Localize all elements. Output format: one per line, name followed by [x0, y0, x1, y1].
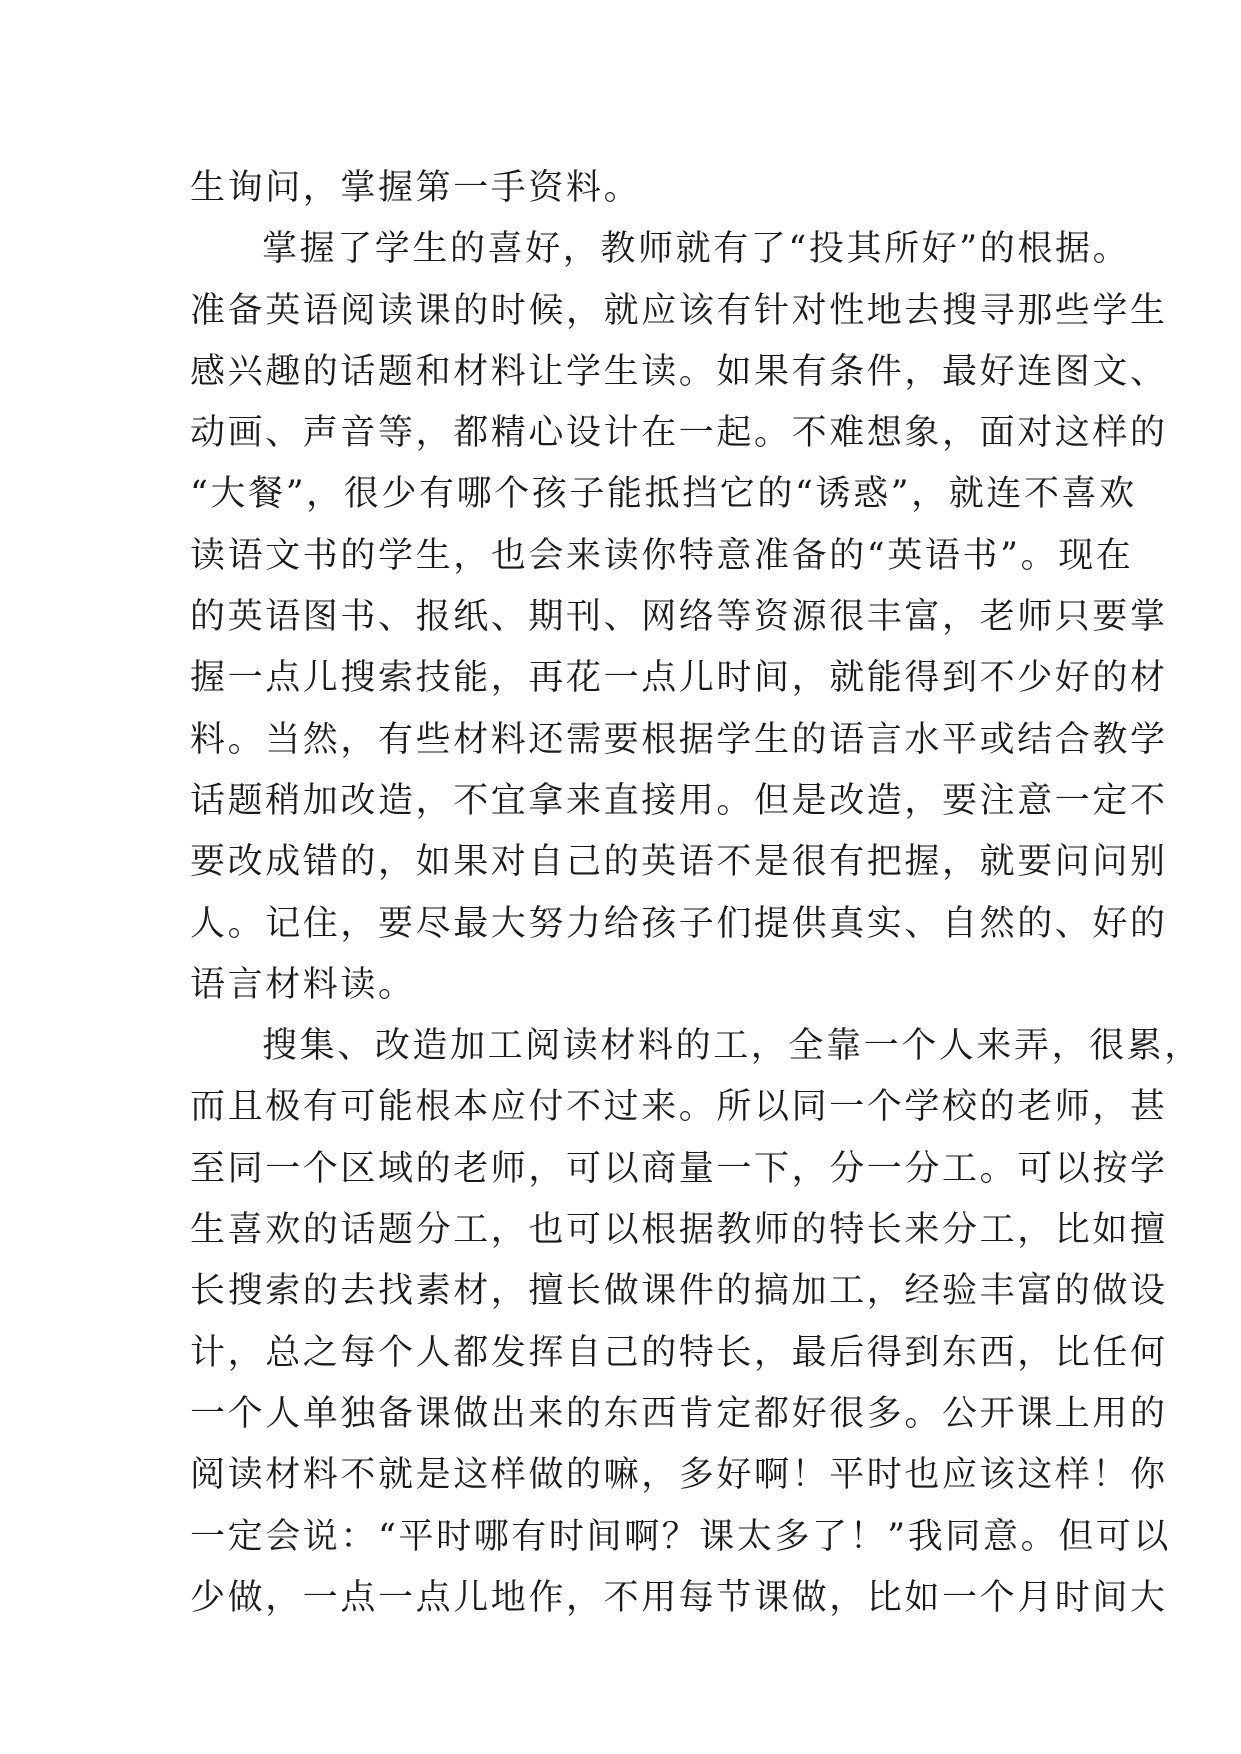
text-line: 一个人单独备课做出来的东西肯定都好很多。公开课上用的 [190, 1393, 1168, 1434]
text-line: 长搜索的去找素材，擅长做课件的搞加工，经验丰富的做设 [190, 1271, 1168, 1312]
text-line-paragraph-start: 搜集、改造加工阅读材料的工，全靠一个人来弄，很累， [262, 1026, 1203, 1067]
text-line: 要改成错的，如果对自己的英语不是很有把握，就要问问别 [190, 842, 1168, 883]
text-line: 的英语图书、报纸、期刊、网络等资源很丰富，老师只要掌 [190, 597, 1168, 638]
text-line: 感兴趣的话题和材料让学生读。如果有条件，最好连图文、 [190, 351, 1168, 392]
text-line: 准备英语阅读课的时候，就应该有针对性地去搜寻那些学生 [190, 290, 1168, 331]
text-line: 而且极有可能根本应付不过来。所以同一个学校的老师，甚 [190, 1087, 1168, 1128]
text-line: 读语文书的学生，也会来读你特意准备的“英语书”。现在 [190, 535, 1134, 576]
text-line: 话题稍加改造，不宜拿来直接用。但是改造，要注意一定不 [190, 780, 1168, 821]
text-line: 生喜欢的话题分工，也可以根据教师的特长来分工，比如擅 [190, 1210, 1168, 1251]
text-line: 至同一个区域的老师，可以商量一下，分一分工。可以按学 [190, 1148, 1168, 1189]
text-line: 握一点儿搜索技能，再花一点儿时间，就能得到不少好的材 [190, 658, 1168, 699]
text-line-paragraph-start: 掌握了学生的喜好，教师就有了“投其所好”的根据。 [262, 229, 1131, 270]
text-line: 一定会说：“平时哪有时间啊？课太多了！”我同意。但可以 [190, 1516, 1171, 1557]
text-line: 少做，一点一点儿地作，不用每节课做，比如一个月时间大 [190, 1577, 1168, 1618]
text-line: 阅读材料不就是这样做的嘛，多好啊！平时也应该这样！你 [190, 1455, 1168, 1496]
text-line: 计，总之每个人都发挥自己的特长，最后得到东西，比任何 [190, 1332, 1168, 1373]
text-line: “大餐”，很少有哪个孩子能抵挡它的“诱惑”，就连不喜欢 [190, 474, 1137, 515]
text-line: 生询问，掌握第一手资料。 [190, 168, 642, 208]
text-line: 人。记住，要尽最大努力给孩子们提供真实、自然的、好的 [190, 903, 1168, 944]
text-line: 料。当然，有些材料还需要根据学生的语言水平或结合教学 [190, 719, 1168, 760]
body-text [190, 158, 1203, 1629]
text-line: 动画、声音等，都精心设计在一起。不难想象，面对这样的 [190, 413, 1168, 454]
text-line: 语言材料读。 [190, 964, 416, 1005]
